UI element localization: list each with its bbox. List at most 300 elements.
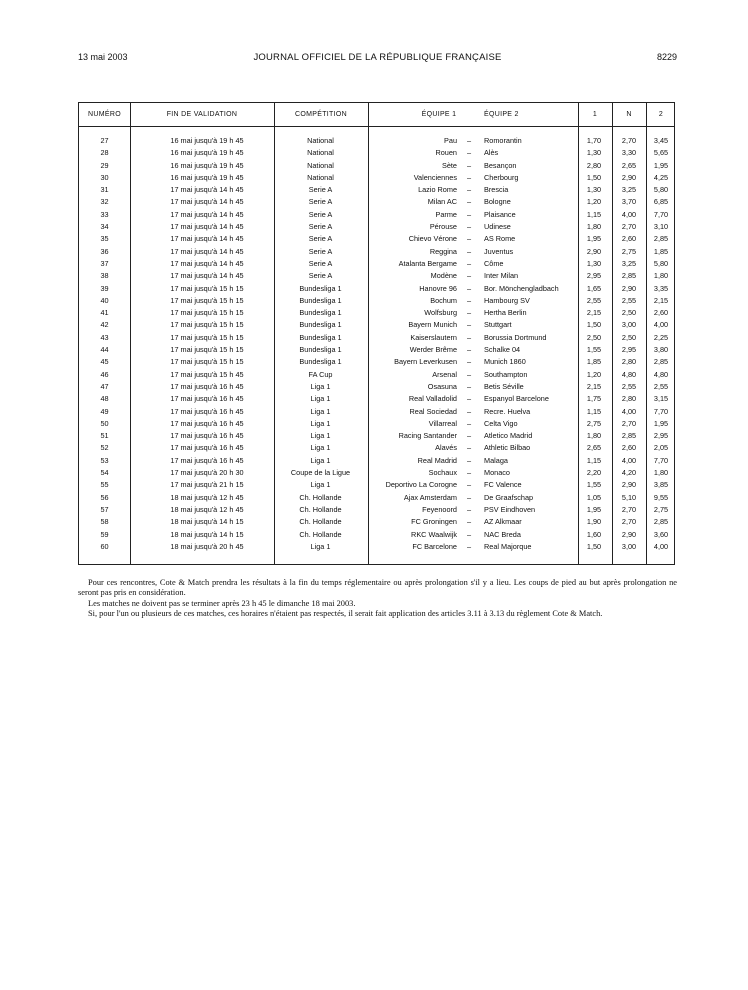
row-odds-n: 2,80 xyxy=(621,357,637,367)
row-equipe-1: Pau xyxy=(444,136,457,145)
row-odds-1: 1,55 xyxy=(586,480,602,490)
row-odds-n: 3,00 xyxy=(621,320,637,330)
row-equipe-1: Feyenoord xyxy=(422,504,457,514)
row-equipe-2: Athletic Bilbao xyxy=(484,443,531,453)
row-odds-2: 3,45 xyxy=(653,136,669,145)
note-paragraph: Si, pour l'un ou plusieurs de ces matches, ces horaires n'étaient pas respectés, il serait fait application des articles 3.11 à 3.13 du règlement Cote & Match. xyxy=(88,609,603,619)
row-competition: Liga 1 xyxy=(310,418,331,428)
row-numero: 33 xyxy=(100,209,109,219)
table-row xyxy=(79,258,674,270)
row-odds-n: 2,90 xyxy=(621,172,637,182)
row-fin-validation: 17 mai jusqu'à 15 h 15 xyxy=(170,320,244,330)
row-fin-validation: 17 mai jusqu'à 14 h 45 xyxy=(170,271,244,281)
row-fin-validation: 17 mai jusqu'à 14 h 45 xyxy=(170,222,244,232)
row-equipe-1: Valenciennes xyxy=(413,172,457,182)
row-numero: 38 xyxy=(100,271,109,281)
row-equipe-2: Plaisance xyxy=(484,209,516,219)
row-equipe-1: Deportivo La Corogne xyxy=(385,480,457,490)
row-equipe-2: Besançon xyxy=(484,160,517,170)
row-numero: 37 xyxy=(100,258,109,268)
row-fin-validation: 17 mai jusqu'à 14 h 45 xyxy=(170,197,244,207)
row-competition: Coupe de la Ligue xyxy=(290,468,351,478)
row-odds-1: 1,95 xyxy=(586,234,602,244)
row-equipe-2: Cherbourg xyxy=(484,172,519,182)
row-numero: 55 xyxy=(100,480,109,490)
row-fin-validation: 17 mai jusqu'à 14 h 45 xyxy=(170,258,244,268)
row-odds-2: 2,60 xyxy=(653,308,669,318)
row-odds-n: 4,00 xyxy=(621,209,637,219)
table-row xyxy=(79,295,674,307)
row-separator: – xyxy=(466,406,472,416)
row-separator: – xyxy=(466,283,472,293)
row-fin-validation: 16 mai jusqu'à 19 h 45 xyxy=(170,148,244,158)
row-odds-1: 1,70 xyxy=(586,136,602,145)
row-fin-validation: 17 mai jusqu'à 15 h 15 xyxy=(170,332,244,342)
row-competition: Bundesliga 1 xyxy=(299,345,342,355)
row-odds-2: 4,00 xyxy=(653,320,669,330)
row-competition: Serie A xyxy=(308,185,333,195)
row-numero: 58 xyxy=(100,517,109,527)
row-odds-2: 4,00 xyxy=(653,541,669,551)
row-fin-validation: 17 mai jusqu'à 15 h 45 xyxy=(170,369,244,379)
row-odds-1: 2,95 xyxy=(586,271,602,281)
row-equipe-2: Borussia Dortmund xyxy=(484,332,547,342)
row-equipe-1: Hanovre 96 xyxy=(419,283,457,293)
row-competition: Serie A xyxy=(308,209,333,219)
note-paragraph: Les matches ne doivent pas se terminer après 23 h 45 le dimanche 18 mai 2003. xyxy=(88,598,356,608)
row-odds-1: 1,95 xyxy=(586,504,602,514)
row-odds-2: 1,80 xyxy=(653,468,669,478)
row-separator: – xyxy=(466,345,472,355)
row-odds-n: 4,00 xyxy=(621,455,637,465)
row-equipe-1: Werder Brême xyxy=(409,345,457,355)
row-competition: Liga 1 xyxy=(310,455,331,465)
row-equipe-1: Bochum xyxy=(430,295,457,305)
row-odds-2: 3,15 xyxy=(653,394,669,404)
table-row xyxy=(79,356,674,368)
row-separator: – xyxy=(466,517,472,527)
row-odds-2: 5,80 xyxy=(653,185,669,195)
row-fin-validation: 17 mai jusqu'à 16 h 45 xyxy=(170,394,244,404)
row-equipe-1: Arsenal xyxy=(432,369,457,379)
row-competition: Serie A xyxy=(308,234,333,244)
row-competition: Ch. Hollande xyxy=(299,492,342,502)
row-equipe-2: AZ Alkmaar xyxy=(484,517,522,527)
row-competition: Serie A xyxy=(308,258,333,268)
row-separator: – xyxy=(466,136,472,145)
row-odds-2: 3,60 xyxy=(653,529,669,539)
table-row xyxy=(79,246,674,258)
row-equipe-1: Real Madrid xyxy=(417,455,457,465)
row-fin-validation: 17 mai jusqu'à 16 h 45 xyxy=(170,443,244,453)
row-numero: 32 xyxy=(100,197,109,207)
row-competition: Serie A xyxy=(308,271,333,281)
row-numero: 52 xyxy=(100,443,109,453)
header-odds-n: N xyxy=(626,111,632,118)
row-fin-validation: 16 mai jusqu'à 19 h 45 xyxy=(170,172,244,182)
table-row xyxy=(79,307,674,319)
row-odds-1: 2,65 xyxy=(586,443,602,453)
row-odds-2: 7,70 xyxy=(653,209,669,219)
row-equipe-1: Chievo Vérone xyxy=(408,234,457,244)
row-odds-n: 2,60 xyxy=(621,234,637,244)
table-row xyxy=(79,430,674,442)
row-equipe-1: Sochaux xyxy=(428,468,457,478)
row-competition: Liga 1 xyxy=(310,431,331,441)
row-separator: – xyxy=(466,541,472,551)
row-separator: – xyxy=(466,492,472,502)
row-numero: 45 xyxy=(100,357,109,367)
row-equipe-2: Inter Milan xyxy=(484,271,519,281)
row-separator: – xyxy=(466,160,472,170)
issue-date: 13 mai 2003 xyxy=(78,52,128,62)
table-row xyxy=(79,492,674,504)
row-odds-2: 2,95 xyxy=(653,431,669,441)
table-row xyxy=(79,270,674,282)
row-numero: 28 xyxy=(100,148,109,158)
row-equipe-1: Lazio Rome xyxy=(418,185,457,195)
row-odds-1: 1,20 xyxy=(586,369,602,379)
row-equipe-2: Romorantin xyxy=(484,136,522,145)
table-row xyxy=(79,283,674,295)
row-odds-n: 2,90 xyxy=(621,480,637,490)
row-separator: – xyxy=(466,443,472,453)
table-row xyxy=(79,135,674,147)
row-competition: Liga 1 xyxy=(310,443,331,453)
row-odds-2: 3,80 xyxy=(653,345,669,355)
row-separator: – xyxy=(466,234,472,244)
row-fin-validation: 17 mai jusqu'à 16 h 45 xyxy=(170,455,244,465)
row-equipe-2: Southampton xyxy=(484,369,528,379)
row-separator: – xyxy=(466,197,472,207)
row-numero: 39 xyxy=(100,283,109,293)
row-numero: 53 xyxy=(100,455,109,465)
row-competition: Ch. Hollande xyxy=(299,529,342,539)
row-equipe-2: Malaga xyxy=(484,455,508,465)
row-equipe-1: Rouen xyxy=(435,148,457,158)
row-competition: Bundesliga 1 xyxy=(299,295,342,305)
row-fin-validation: 17 mai jusqu'à 15 h 15 xyxy=(170,357,244,367)
row-fin-validation: 18 mai jusqu'à 20 h 45 xyxy=(170,541,244,551)
row-odds-n: 2,70 xyxy=(621,136,637,145)
row-separator: – xyxy=(466,209,472,219)
row-fin-validation: 17 mai jusqu'à 15 h 15 xyxy=(170,308,244,318)
row-competition: Liga 1 xyxy=(310,381,331,391)
row-equipe-2: Hertha Berlin xyxy=(484,308,527,318)
row-odds-n: 4,00 xyxy=(621,406,637,416)
row-separator: – xyxy=(466,295,472,305)
row-odds-1: 1,30 xyxy=(586,258,602,268)
row-equipe-2: Côme xyxy=(484,258,504,268)
row-equipe-2: Atletico Madrid xyxy=(484,431,533,441)
row-odds-1: 1,50 xyxy=(586,541,602,551)
odds-table xyxy=(78,102,675,565)
page-number: 8229 xyxy=(656,52,677,62)
row-equipe-2: Stuttgart xyxy=(484,320,512,330)
table-row xyxy=(79,344,674,356)
row-odds-n: 3,00 xyxy=(621,541,637,551)
row-odds-n: 2,70 xyxy=(621,517,637,527)
table-row xyxy=(79,393,674,405)
row-odds-n: 4,80 xyxy=(621,369,637,379)
row-fin-validation: 17 mai jusqu'à 14 h 45 xyxy=(170,234,244,244)
row-competition: Bundesliga 1 xyxy=(299,357,342,367)
row-odds-1: 2,75 xyxy=(586,418,602,428)
table-row xyxy=(79,147,674,159)
row-separator: – xyxy=(466,258,472,268)
row-separator: – xyxy=(466,332,472,342)
row-odds-2: 1,80 xyxy=(653,271,669,281)
row-equipe-1: Villarreal xyxy=(428,418,457,428)
table-row xyxy=(79,455,674,467)
row-separator: – xyxy=(466,480,472,490)
row-odds-n: 2,50 xyxy=(621,308,637,318)
row-odds-2: 2,15 xyxy=(653,295,669,305)
row-odds-1: 1,15 xyxy=(586,209,602,219)
row-competition: Serie A xyxy=(308,197,333,207)
row-odds-1: 2,15 xyxy=(586,308,602,318)
row-equipe-1: FC Barcelone xyxy=(412,541,457,551)
row-equipe-2: Real Majorque xyxy=(484,541,532,551)
row-fin-validation: 16 mai jusqu'à 19 h 45 xyxy=(170,160,244,170)
row-competition: Bundesliga 1 xyxy=(299,320,342,330)
row-equipe-1: RKC Waalwijk xyxy=(411,529,457,539)
row-numero: 56 xyxy=(100,492,109,502)
table-row xyxy=(79,442,674,454)
row-equipe-2: Monaco xyxy=(484,468,510,478)
row-odds-2: 2,85 xyxy=(653,357,669,367)
row-competition: Ch. Hollande xyxy=(299,504,342,514)
row-odds-1: 1,30 xyxy=(586,148,602,158)
row-separator: – xyxy=(466,369,472,379)
table-body xyxy=(79,135,674,553)
row-equipe-1: Sète xyxy=(441,160,457,170)
row-fin-validation: 17 mai jusqu'à 15 h 15 xyxy=(170,283,244,293)
row-odds-2: 4,80 xyxy=(653,369,669,379)
row-equipe-1: Pérouse xyxy=(429,222,457,232)
row-separator: – xyxy=(466,381,472,391)
row-numero: 48 xyxy=(100,394,109,404)
row-odds-n: 2,70 xyxy=(621,222,637,232)
table-row xyxy=(79,516,674,528)
row-numero: 46 xyxy=(100,369,109,379)
row-odds-n: 4,20 xyxy=(621,468,637,478)
row-equipe-2: Bologne xyxy=(484,197,511,207)
row-equipe-2: De Graafschap xyxy=(484,492,534,502)
row-odds-n: 2,70 xyxy=(621,504,637,514)
row-odds-1: 1,30 xyxy=(586,185,602,195)
row-equipe-2: Celta Vigo xyxy=(484,418,518,428)
row-numero: 60 xyxy=(100,541,109,551)
row-numero: 31 xyxy=(100,185,109,195)
row-numero: 44 xyxy=(100,345,109,355)
row-odds-1: 1,15 xyxy=(586,406,602,416)
row-equipe-2: Betis Séville xyxy=(484,381,524,391)
row-competition: Bundesliga 1 xyxy=(299,332,342,342)
row-equipe-1: Reggina xyxy=(429,246,457,256)
row-numero: 27 xyxy=(100,136,109,145)
table-row xyxy=(79,529,674,541)
row-equipe-1: Racing Santander xyxy=(398,431,457,441)
row-equipe-2: NAC Breda xyxy=(484,529,521,539)
row-equipe-1: Kaiserslautern xyxy=(410,332,457,342)
row-competition: Serie A xyxy=(308,246,333,256)
row-equipe-2: Schalke 04 xyxy=(484,345,521,355)
table-row xyxy=(79,221,674,233)
row-odds-1: 2,50 xyxy=(586,332,602,342)
row-odds-1: 2,80 xyxy=(586,160,602,170)
row-odds-1: 1,60 xyxy=(586,529,602,539)
row-odds-n: 2,85 xyxy=(621,271,637,281)
row-separator: – xyxy=(466,418,472,428)
row-separator: – xyxy=(466,308,472,318)
row-odds-2: 2,85 xyxy=(653,517,669,527)
row-odds-n: 2,60 xyxy=(621,443,637,453)
header-competition: COMPÉTITION xyxy=(295,111,347,118)
row-numero: 57 xyxy=(100,504,109,514)
row-separator: – xyxy=(466,468,472,478)
header-odds-1: 1 xyxy=(592,111,598,118)
row-odds-n: 2,55 xyxy=(621,381,637,391)
row-odds-n: 2,55 xyxy=(621,295,637,305)
row-odds-n: 2,95 xyxy=(621,345,637,355)
row-odds-1: 1,05 xyxy=(586,492,602,502)
row-separator: – xyxy=(466,431,472,441)
row-fin-validation: 17 mai jusqu'à 16 h 45 xyxy=(170,381,244,391)
row-fin-validation: 17 mai jusqu'à 16 h 45 xyxy=(170,406,244,416)
row-odds-1: 1,50 xyxy=(586,320,602,330)
table-row xyxy=(79,332,674,344)
row-odds-1: 1,20 xyxy=(586,197,602,207)
row-odds-n: 3,30 xyxy=(621,148,637,158)
row-equipe-2: Alès xyxy=(484,148,499,158)
row-separator: – xyxy=(466,357,472,367)
table-row xyxy=(79,369,674,381)
row-fin-validation: 17 mai jusqu'à 14 h 45 xyxy=(170,185,244,195)
row-fin-validation: 17 mai jusqu'à 21 h 15 xyxy=(170,480,244,490)
row-odds-2: 5,65 xyxy=(653,148,669,158)
row-odds-2: 7,70 xyxy=(653,455,669,465)
row-equipe-2: Juventus xyxy=(484,246,514,256)
row-competition: Serie A xyxy=(308,222,333,232)
row-competition: FA Cup xyxy=(308,369,333,379)
row-odds-2: 7,70 xyxy=(653,406,669,416)
row-numero: 34 xyxy=(100,222,109,232)
row-separator: – xyxy=(466,394,472,404)
row-numero: 30 xyxy=(100,172,109,182)
table-row xyxy=(79,160,674,172)
row-equipe-1: Atalanta Bergame xyxy=(398,258,457,268)
row-competition: National xyxy=(307,148,334,158)
row-fin-validation: 17 mai jusqu'à 14 h 45 xyxy=(170,246,244,256)
row-equipe-1: Alavés xyxy=(435,443,457,453)
row-fin-validation: 17 mai jusqu'à 20 h 30 xyxy=(170,468,244,478)
row-equipe-2: Udinese xyxy=(484,222,511,232)
row-numero: 40 xyxy=(100,295,109,305)
row-numero: 51 xyxy=(100,431,109,441)
row-odds-n: 2,70 xyxy=(621,418,637,428)
table-row xyxy=(79,381,674,393)
row-numero: 59 xyxy=(100,529,109,539)
table-row xyxy=(79,319,674,331)
header-equipe-1: ÉQUIPE 1 xyxy=(421,111,457,118)
row-equipe-1: Real Valladolid xyxy=(408,394,457,404)
row-fin-validation: 17 mai jusqu'à 16 h 45 xyxy=(170,418,244,428)
row-odds-2: 1,95 xyxy=(653,418,669,428)
row-fin-validation: 17 mai jusqu'à 15 h 15 xyxy=(170,295,244,305)
row-competition: Bundesliga 1 xyxy=(299,283,342,293)
row-odds-n: 2,75 xyxy=(621,246,637,256)
row-numero: 29 xyxy=(100,160,109,170)
row-competition: Liga 1 xyxy=(310,406,331,416)
row-numero: 42 xyxy=(100,320,109,330)
row-odds-n: 3,70 xyxy=(621,197,637,207)
row-equipe-2: PSV Eindhoven xyxy=(484,504,536,514)
row-fin-validation: 17 mai jusqu'à 14 h 45 xyxy=(170,209,244,219)
row-equipe-2: Munich 1860 xyxy=(484,357,526,367)
row-numero: 41 xyxy=(100,308,109,318)
table-row xyxy=(79,209,674,221)
table-row xyxy=(79,467,674,479)
row-odds-1: 2,20 xyxy=(586,468,602,478)
row-fin-validation: 17 mai jusqu'à 15 h 15 xyxy=(170,345,244,355)
table-row xyxy=(79,406,674,418)
row-equipe-1: Modène xyxy=(430,271,457,281)
row-numero: 36 xyxy=(100,246,109,256)
row-odds-n: 2,85 xyxy=(621,431,637,441)
row-separator: – xyxy=(466,172,472,182)
row-equipe-1: Real Sociedad xyxy=(409,406,457,416)
row-odds-2: 2,75 xyxy=(653,504,669,514)
row-separator: – xyxy=(466,222,472,232)
row-equipe-2: Brescia xyxy=(484,185,509,195)
row-equipe-2: FC Valence xyxy=(484,480,522,490)
table-row xyxy=(79,233,674,245)
row-separator: – xyxy=(466,148,472,158)
row-competition: Ch. Hollande xyxy=(299,517,342,527)
table-row xyxy=(79,504,674,516)
table-header xyxy=(79,103,674,127)
row-odds-1: 1,15 xyxy=(586,455,602,465)
row-competition: Liga 1 xyxy=(310,480,331,490)
row-numero: 49 xyxy=(100,406,109,416)
row-numero: 54 xyxy=(100,468,109,478)
row-separator: – xyxy=(466,320,472,330)
row-odds-2: 6,85 xyxy=(653,197,669,207)
table-row xyxy=(79,172,674,184)
row-odds-1: 1,80 xyxy=(586,222,602,232)
row-odds-1: 1,65 xyxy=(586,283,602,293)
row-fin-validation: 18 mai jusqu'à 12 h 45 xyxy=(170,492,244,502)
row-separator: – xyxy=(466,529,472,539)
row-odds-1: 1,90 xyxy=(586,517,602,527)
row-fin-validation: 16 mai jusqu'à 19 h 45 xyxy=(170,136,244,145)
row-fin-validation: 18 mai jusqu'à 14 h 15 xyxy=(170,517,244,527)
row-numero: 47 xyxy=(100,381,109,391)
row-competition: National xyxy=(307,136,334,145)
row-competition: National xyxy=(307,160,334,170)
header-fin-validation: FIN DE VALIDATION xyxy=(166,111,238,118)
row-competition: Liga 1 xyxy=(310,394,331,404)
row-separator: – xyxy=(466,246,472,256)
row-odds-2: 4,25 xyxy=(653,172,669,182)
row-equipe-1: Ajax Amsterdam xyxy=(403,492,457,502)
row-fin-validation: 18 mai jusqu'à 12 h 45 xyxy=(170,504,244,514)
row-separator: – xyxy=(466,455,472,465)
footnotes xyxy=(78,578,677,620)
table-row xyxy=(79,479,674,491)
header-numero: NUMÉRO xyxy=(88,111,121,118)
